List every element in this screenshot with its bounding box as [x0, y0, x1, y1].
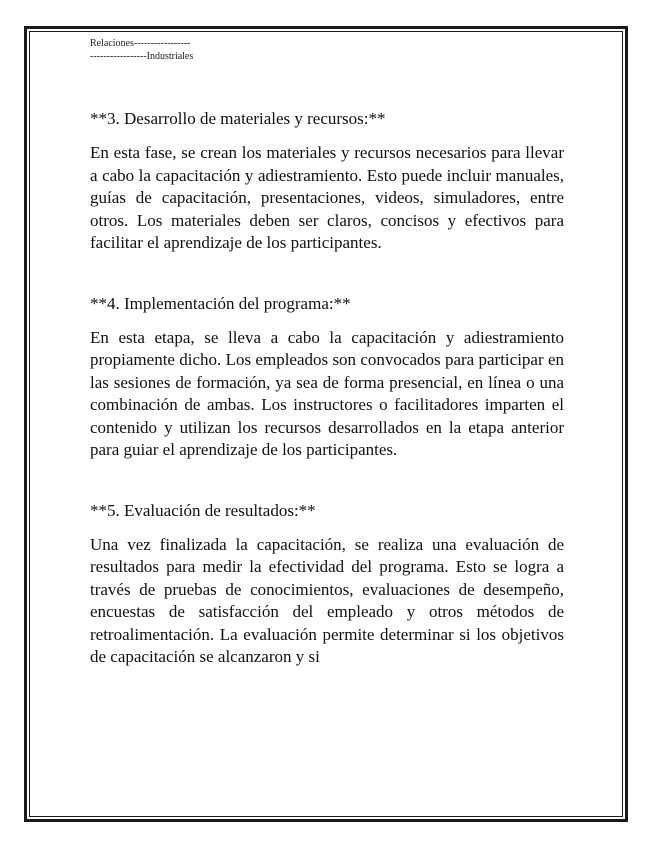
section-paragraph: Una vez finalizada la capacitación, se realiza una evaluación de resultados para medir la efectividad del programa. Esto se logra a través de pruebas de conocimientos, evaluaciones de desempeño, encuestas de satisfacción del empleado y otros métodos de retroalimentación. La evaluación permite determinar si los objetivos de capacitación se alcanzaron y si	[90, 534, 564, 666]
running-header	[90, 37, 193, 63]
section-heading: **4. Implementación del programa:**	[90, 293, 351, 313]
section-3	[90, 108, 564, 255]
section-heading: **3. Desarrollo de materiales y recursos:**	[90, 109, 386, 128]
running-header-line-2: -----------------Industriales	[90, 51, 194, 62]
section-heading: **5. Evaluación de resultados:**	[90, 500, 316, 520]
section-paragraph: En esta fase, se crean los materiales y recursos necesarios para llevar a cabo la capacitación y adiestramiento. Esto puede incluir manuales, guías de capacitación, presentaciones, videos, simuladores, entre otros. Los materiales deben ser claros, concisos y efectivos para facilitar el aprendizaje de los participantes.	[90, 143, 564, 252]
section-paragraph: En esta etapa, se lleva a cabo la capacitación y adiestramiento propiamente dicho. Los empleados son convocados para participar en las sesiones de formación, ya sea de forma presencial, en línea o una combinación de ambas. Los instructores o facilitadores imparten el contenido y utilizan los recursos desarrollados en la etapa anterior para guiar el aprendizaje de los participantes.	[90, 327, 564, 459]
section-4	[90, 293, 564, 462]
running-header-line-1: Relaciones-----------------	[90, 38, 191, 49]
document-body	[90, 108, 564, 707]
section-5	[90, 500, 564, 669]
